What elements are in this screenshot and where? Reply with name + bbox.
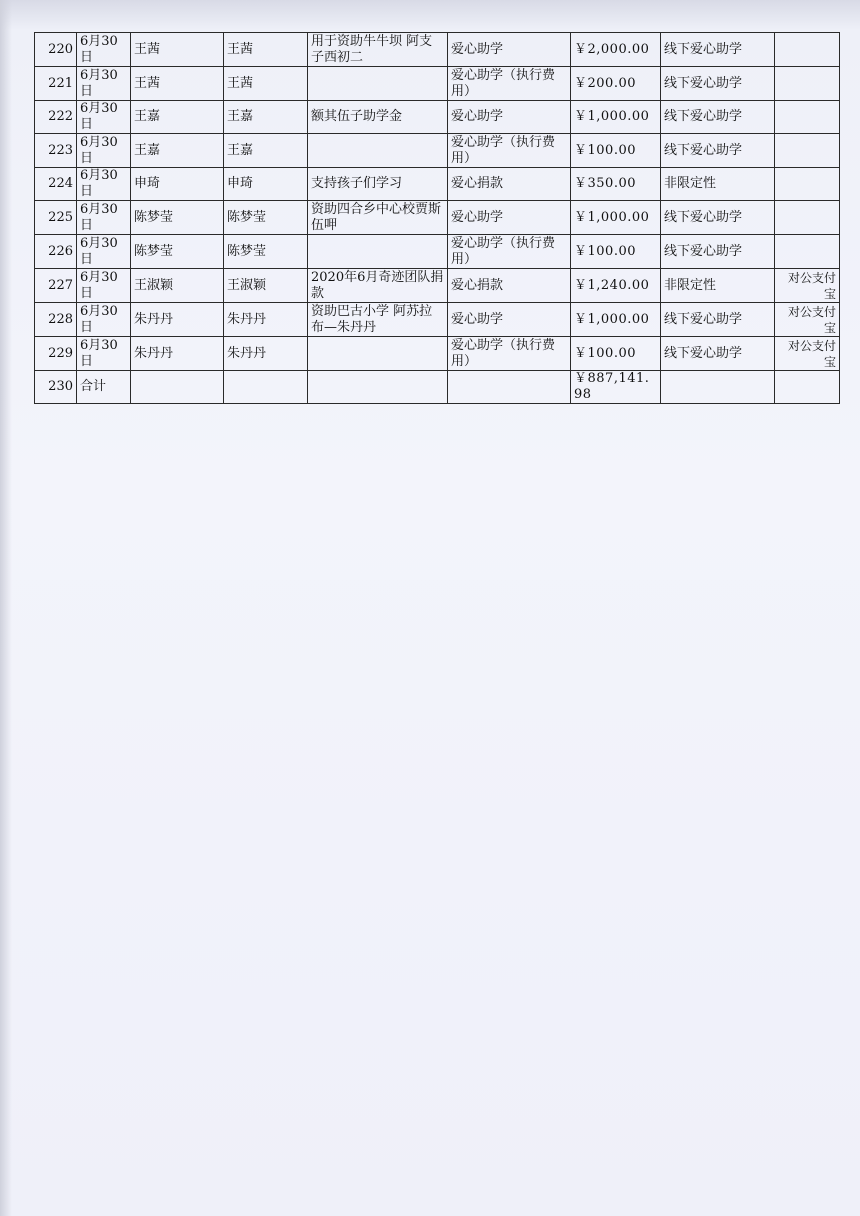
- row-recipient: 陈梦莹: [224, 201, 308, 235]
- table-row: [35, 67, 840, 101]
- row-donor: 王嘉: [131, 134, 224, 168]
- row-date: 6月30日: [77, 168, 131, 201]
- row-category: 爱心助学（执行费用）: [448, 67, 571, 101]
- table-row: [35, 101, 840, 134]
- total-row: [35, 371, 840, 404]
- row-type: 非限定性: [661, 168, 775, 201]
- row-date: 6月30日: [77, 201, 131, 235]
- row-number: 226: [35, 235, 77, 269]
- row-type: 线下爱心助学: [661, 67, 775, 101]
- row-category: 爱心助学: [448, 33, 571, 67]
- row-donor: 王淑颖: [131, 269, 224, 303]
- row-amount: ￥100.00: [571, 337, 661, 371]
- row-purpose: [308, 134, 448, 168]
- row-donor: 朱丹丹: [131, 337, 224, 371]
- row-donor: 朱丹丹: [131, 303, 224, 337]
- row-donor: 陈梦莹: [131, 235, 224, 269]
- empty-cell: [131, 371, 224, 404]
- row-purpose: 用于资助牛牛坝 阿支子西初二: [308, 33, 448, 67]
- table-row: [35, 168, 840, 201]
- row-type: 线下爱心助学: [661, 201, 775, 235]
- table-row: [35, 303, 840, 337]
- row-date: 6月30日: [77, 134, 131, 168]
- row-type: 线下爱心助学: [661, 303, 775, 337]
- row-purpose: [308, 235, 448, 269]
- row-category: 爱心助学: [448, 201, 571, 235]
- row-recipient: 王茜: [224, 67, 308, 101]
- row-number: 225: [35, 201, 77, 235]
- row-date: 6月30日: [77, 337, 131, 371]
- row-date: 6月30日: [77, 33, 131, 67]
- empty-cell: [224, 371, 308, 404]
- total-label: 合计: [77, 371, 131, 404]
- row-purpose: 支持孩子们学习: [308, 168, 448, 201]
- row-date: 6月30日: [77, 303, 131, 337]
- row-type: 线下爱心助学: [661, 337, 775, 371]
- row-type: 线下爱心助学: [661, 101, 775, 134]
- row-category: 爱心助学（执行费用）: [448, 134, 571, 168]
- row-number: 222: [35, 101, 77, 134]
- row-category: 爱心捐款: [448, 269, 571, 303]
- empty-cell: [775, 371, 840, 404]
- row-purpose: 额其伍子助学金: [308, 101, 448, 134]
- total-amount: ￥887,141.98: [571, 371, 661, 404]
- row-category: 爱心助学: [448, 303, 571, 337]
- row-memo: [775, 67, 840, 101]
- row-number: 227: [35, 269, 77, 303]
- row-memo: [775, 134, 840, 168]
- row-purpose: 2020年6月奇迹团队捐款: [308, 269, 448, 303]
- row-purpose: [308, 67, 448, 101]
- row-donor: 陈梦莹: [131, 201, 224, 235]
- row-recipient: 王嘉: [224, 101, 308, 134]
- table-row: [35, 33, 840, 67]
- row-purpose: 资助四合乡中心校贾斯伍呷: [308, 201, 448, 235]
- row-purpose: [308, 337, 448, 371]
- row-amount: ￥350.00: [571, 168, 661, 201]
- row-memo: 对公支付宝: [775, 303, 840, 337]
- row-amount: ￥2,000.00: [571, 33, 661, 67]
- row-memo: [775, 33, 840, 67]
- row-date: 6月30日: [77, 269, 131, 303]
- row-amount: ￥100.00: [571, 134, 661, 168]
- table-row: [35, 134, 840, 168]
- row-number: 223: [35, 134, 77, 168]
- row-number: 220: [35, 33, 77, 67]
- row-recipient: 申琦: [224, 168, 308, 201]
- row-memo: [775, 168, 840, 201]
- row-type: 线下爱心助学: [661, 235, 775, 269]
- row-memo: [775, 101, 840, 134]
- row-type: 线下爱心助学: [661, 33, 775, 67]
- empty-cell: [661, 371, 775, 404]
- row-recipient: 朱丹丹: [224, 303, 308, 337]
- row-amount: ￥1,240.00: [571, 269, 661, 303]
- row-donor: 王茜: [131, 67, 224, 101]
- row-memo: 对公支付宝: [775, 269, 840, 303]
- row-memo: [775, 201, 840, 235]
- row-donor: 王茜: [131, 33, 224, 67]
- donation-ledger-table: [34, 32, 840, 404]
- row-amount: ￥1,000.00: [571, 201, 661, 235]
- row-memo: [775, 235, 840, 269]
- row-recipient: 王淑颖: [224, 269, 308, 303]
- row-category: 爱心捐款: [448, 168, 571, 201]
- row-number: 228: [35, 303, 77, 337]
- row-date: 6月30日: [77, 67, 131, 101]
- ledger-body: [35, 33, 840, 404]
- row-donor: 申琦: [131, 168, 224, 201]
- empty-cell: [448, 371, 571, 404]
- row-date: 6月30日: [77, 101, 131, 134]
- table-row: [35, 269, 840, 303]
- row-purpose: 资助巴古小学 阿苏拉布—朱丹丹: [308, 303, 448, 337]
- row-memo: 对公支付宝: [775, 337, 840, 371]
- row-amount: ￥200.00: [571, 67, 661, 101]
- empty-cell: [308, 371, 448, 404]
- row-recipient: 王嘉: [224, 134, 308, 168]
- table-row: [35, 337, 840, 371]
- table-row: [35, 235, 840, 269]
- row-recipient: 陈梦莹: [224, 235, 308, 269]
- row-category: 爱心助学: [448, 101, 571, 134]
- row-type: 非限定性: [661, 269, 775, 303]
- row-number: 224: [35, 168, 77, 201]
- table-row: [35, 201, 840, 235]
- row-amount: ￥1,000.00: [571, 303, 661, 337]
- row-date: 6月30日: [77, 235, 131, 269]
- row-amount: ￥100.00: [571, 235, 661, 269]
- row-category: 爱心助学（执行费用）: [448, 337, 571, 371]
- total-number: 230: [35, 371, 77, 404]
- row-number: 221: [35, 67, 77, 101]
- row-recipient: 朱丹丹: [224, 337, 308, 371]
- row-category: 爱心助学（执行费用）: [448, 235, 571, 269]
- row-recipient: 王茜: [224, 33, 308, 67]
- row-donor: 王嘉: [131, 101, 224, 134]
- row-type: 线下爱心助学: [661, 134, 775, 168]
- row-amount: ￥1,000.00: [571, 101, 661, 134]
- row-number: 229: [35, 337, 77, 371]
